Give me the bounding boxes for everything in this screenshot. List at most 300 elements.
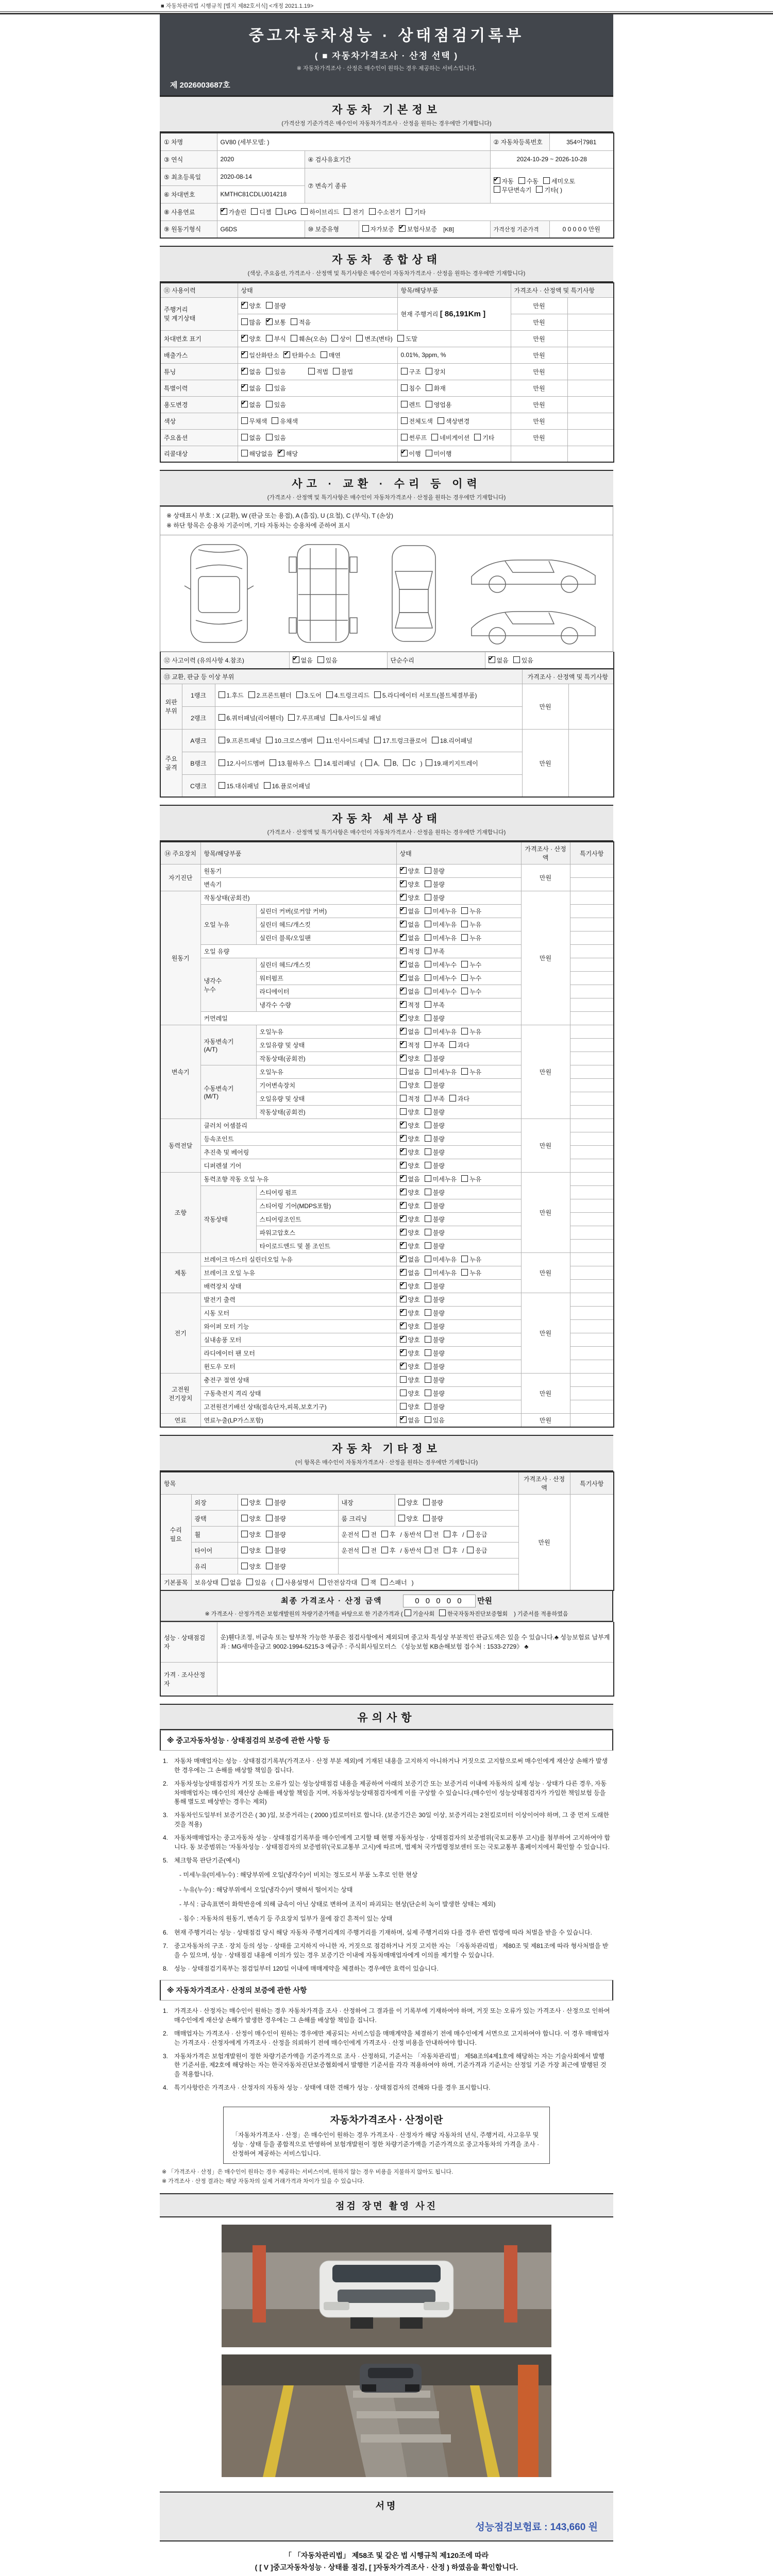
checkbox-미세누유[interactable] — [425, 920, 457, 929]
checkbox-있음[interactable] — [246, 1578, 266, 1587]
unchecked-checkbox-icon[interactable] — [326, 691, 333, 698]
unchecked-checkbox-icon[interactable] — [425, 907, 431, 914]
unchecked-checkbox-icon[interactable] — [266, 335, 273, 342]
unchecked-checkbox-icon[interactable] — [431, 434, 438, 440]
unchecked-checkbox-icon[interactable] — [266, 1531, 273, 1537]
checkbox-없음[interactable] — [241, 384, 261, 393]
checkbox-적법[interactable] — [308, 367, 328, 376]
unchecked-checkbox-icon[interactable] — [219, 691, 225, 698]
unchecked-checkbox-icon[interactable] — [461, 1175, 468, 1182]
checkbox-불량[interactable] — [425, 1309, 445, 1317]
unchecked-checkbox-icon[interactable] — [241, 1531, 248, 1537]
unchecked-checkbox-icon[interactable] — [449, 1041, 456, 1048]
checkbox-구조[interactable] — [401, 367, 421, 376]
checkbox-불량[interactable] — [423, 1498, 443, 1507]
checkbox-부족[interactable] — [425, 1001, 445, 1009]
unchecked-checkbox-icon[interactable] — [423, 1499, 430, 1505]
checked-checkbox-icon[interactable] — [400, 934, 407, 941]
checked-checkbox-icon[interactable] — [400, 1296, 407, 1302]
unchecked-checkbox-icon[interactable] — [426, 759, 432, 766]
checked-checkbox-icon[interactable] — [400, 1028, 407, 1035]
checkbox-없음[interactable] — [293, 656, 313, 665]
checked-checkbox-icon[interactable] — [400, 1416, 407, 1423]
checkbox-있음[interactable] — [317, 656, 338, 665]
unchecked-checkbox-icon[interactable] — [461, 1028, 468, 1035]
checkbox-없음[interactable] — [400, 1255, 420, 1264]
unchecked-checkbox-icon[interactable] — [425, 1122, 431, 1128]
checkbox-상이[interactable] — [331, 334, 351, 343]
unchecked-checkbox-icon[interactable] — [425, 934, 431, 941]
checkbox-12.사이드멤버[interactable] — [219, 759, 265, 768]
checkbox-양호[interactable] — [400, 893, 420, 902]
checkbox-수소전기[interactable] — [369, 208, 401, 216]
unchecked-checkbox-icon[interactable] — [423, 1515, 430, 1521]
checkbox-8.사이드실 패널[interactable] — [330, 714, 381, 722]
unchecked-checkbox-icon[interactable] — [426, 368, 432, 375]
checked-checkbox-icon[interactable] — [400, 1001, 407, 1008]
checked-checkbox-icon[interactable] — [400, 894, 407, 901]
checkbox-B,[interactable] — [384, 759, 398, 767]
checkbox-미이행[interactable] — [426, 449, 452, 458]
checkbox-하이브리드[interactable] — [301, 208, 339, 216]
checked-checkbox-icon[interactable] — [400, 1269, 407, 1276]
unchecked-checkbox-icon[interactable] — [266, 1499, 273, 1505]
checked-checkbox-icon[interactable] — [241, 335, 248, 342]
checkbox-후[interactable] — [444, 1546, 458, 1555]
unchecked-checkbox-icon[interactable] — [369, 208, 376, 215]
unchecked-checkbox-icon[interactable] — [444, 1547, 450, 1553]
checkbox-1.후드[interactable] — [219, 691, 244, 700]
checked-checkbox-icon[interactable] — [400, 1309, 407, 1316]
checkbox-안전삼각대[interactable] — [319, 1578, 357, 1587]
unchecked-checkbox-icon[interactable] — [381, 1579, 388, 1585]
checkbox-양호[interactable] — [400, 1215, 420, 1224]
unchecked-checkbox-icon[interactable] — [425, 921, 431, 927]
unchecked-checkbox-icon[interactable] — [400, 1403, 407, 1410]
unchecked-checkbox-icon[interactable] — [291, 335, 297, 342]
checkbox-미세누유[interactable] — [425, 934, 457, 942]
unchecked-checkbox-icon[interactable] — [425, 1389, 431, 1396]
unchecked-checkbox-icon[interactable] — [266, 737, 273, 743]
unchecked-checkbox-icon[interactable] — [296, 691, 303, 698]
checkbox-양호[interactable] — [400, 1148, 420, 1157]
unchecked-checkbox-icon[interactable] — [362, 1531, 369, 1537]
checkbox-양호[interactable] — [400, 880, 420, 889]
unchecked-checkbox-icon[interactable] — [425, 1041, 431, 1048]
unchecked-checkbox-icon[interactable] — [425, 1108, 431, 1115]
checkbox-불량[interactable] — [425, 1228, 445, 1237]
checkbox-후[interactable] — [381, 1546, 396, 1555]
unchecked-checkbox-icon[interactable] — [241, 1547, 248, 1553]
unchecked-checkbox-icon[interactable] — [425, 1215, 431, 1222]
checkbox-불량[interactable] — [266, 1514, 286, 1523]
checkbox-자동[interactable] — [494, 177, 514, 185]
checked-checkbox-icon[interactable] — [399, 225, 406, 232]
checkbox-잭[interactable] — [362, 1578, 376, 1587]
checkbox-도말[interactable] — [397, 334, 417, 343]
checkbox-불량[interactable] — [425, 1188, 445, 1197]
checkbox-LPG[interactable] — [276, 208, 296, 216]
checkbox-무단변속기[interactable] — [494, 185, 532, 194]
unchecked-checkbox-icon[interactable] — [425, 1081, 431, 1088]
unchecked-checkbox-icon[interactable] — [425, 1256, 431, 1262]
checkbox-매연[interactable] — [321, 351, 341, 360]
checked-checkbox-icon[interactable] — [221, 208, 227, 215]
checkbox-9.프론트패널[interactable] — [219, 736, 262, 745]
checkbox-있음[interactable] — [266, 400, 286, 409]
checked-checkbox-icon[interactable] — [241, 401, 248, 408]
checkbox-탄화수소[interactable] — [283, 351, 315, 360]
checked-checkbox-icon[interactable] — [400, 867, 407, 874]
unchecked-checkbox-icon[interactable] — [356, 335, 363, 342]
unchecked-checkbox-icon[interactable] — [321, 351, 327, 358]
unchecked-checkbox-icon[interactable] — [518, 177, 525, 184]
unchecked-checkbox-icon[interactable] — [398, 1499, 405, 1505]
unchecked-checkbox-icon[interactable] — [405, 1609, 411, 1616]
checked-checkbox-icon[interactable] — [401, 450, 408, 456]
checkbox-없음[interactable] — [400, 1268, 420, 1277]
checked-checkbox-icon[interactable] — [489, 656, 495, 663]
unchecked-checkbox-icon[interactable] — [425, 1001, 431, 1008]
checked-checkbox-icon[interactable] — [400, 1323, 407, 1329]
checkbox-없음[interactable] — [400, 907, 420, 916]
checkbox-불량[interactable] — [266, 1562, 286, 1571]
checked-checkbox-icon[interactable] — [400, 961, 407, 968]
checkbox-불량[interactable] — [425, 867, 445, 875]
unchecked-checkbox-icon[interactable] — [401, 368, 408, 375]
checkbox-10.크로스멤버[interactable] — [266, 736, 313, 745]
unchecked-checkbox-icon[interactable] — [308, 368, 315, 375]
unchecked-checkbox-icon[interactable] — [384, 759, 391, 766]
checkbox-전[interactable] — [425, 1530, 439, 1539]
checkbox-전체도색[interactable] — [401, 417, 433, 426]
checked-checkbox-icon[interactable] — [400, 974, 407, 981]
checkbox-누유[interactable] — [461, 1067, 481, 1076]
unchecked-checkbox-icon[interactable] — [264, 782, 271, 789]
unchecked-checkbox-icon[interactable] — [241, 450, 248, 456]
checkbox-과다[interactable] — [449, 1041, 469, 1049]
checked-checkbox-icon[interactable] — [400, 1256, 407, 1262]
checkbox-7.루프패널[interactable] — [288, 714, 325, 722]
checkbox-기타( )[interactable] — [536, 185, 562, 194]
unchecked-checkbox-icon[interactable] — [425, 1547, 431, 1553]
checkbox-부족[interactable] — [425, 1094, 445, 1103]
checkbox-6.쿼터패널(리어휀더)[interactable] — [219, 714, 284, 722]
unchecked-checkbox-icon[interactable] — [401, 384, 408, 391]
checkbox-불량[interactable] — [425, 1376, 445, 1384]
unchecked-checkbox-icon[interactable] — [461, 974, 468, 981]
unchecked-checkbox-icon[interactable] — [474, 434, 481, 440]
checkbox-해당없음[interactable] — [241, 449, 273, 458]
checkbox-양호[interactable] — [241, 1546, 261, 1555]
unchecked-checkbox-icon[interactable] — [425, 1349, 431, 1356]
checkbox-누유[interactable] — [461, 907, 481, 916]
checkbox-부족[interactable] — [425, 1041, 445, 1049]
unchecked-checkbox-icon[interactable] — [381, 1547, 388, 1553]
checkbox-양호[interactable] — [400, 867, 420, 875]
checked-checkbox-icon[interactable] — [400, 1215, 407, 1222]
checked-checkbox-icon[interactable] — [400, 921, 407, 927]
checkbox-자가보증[interactable] — [362, 225, 394, 233]
checkbox-불량[interactable] — [266, 301, 286, 310]
checkbox-전기[interactable] — [344, 208, 364, 216]
unchecked-checkbox-icon[interactable] — [266, 1547, 273, 1553]
unchecked-checkbox-icon[interactable] — [494, 186, 500, 193]
checkbox-불량[interactable] — [425, 1148, 445, 1157]
checkbox-C[interactable] — [403, 759, 416, 767]
checkbox-없음[interactable] — [400, 987, 420, 996]
unchecked-checkbox-icon[interactable] — [241, 1515, 248, 1521]
unchecked-checkbox-icon[interactable] — [432, 737, 439, 743]
checked-checkbox-icon[interactable] — [400, 1162, 407, 1168]
checkbox-보험사보증[interactable] — [399, 225, 437, 233]
checkbox-일산화탄소[interactable] — [241, 351, 279, 360]
checkbox-색상변경[interactable] — [438, 417, 469, 426]
unchecked-checkbox-icon[interactable] — [319, 1579, 326, 1585]
checkbox-없음[interactable] — [400, 920, 420, 929]
unchecked-checkbox-icon[interactable] — [317, 656, 324, 663]
unchecked-checkbox-icon[interactable] — [317, 737, 324, 743]
unchecked-checkbox-icon[interactable] — [425, 1531, 431, 1537]
checked-checkbox-icon[interactable] — [400, 988, 407, 994]
unchecked-checkbox-icon[interactable] — [425, 1148, 431, 1155]
checkbox-무채색[interactable] — [241, 417, 267, 426]
checkbox-있음[interactable] — [266, 384, 286, 393]
checkbox-5.라디에이터 서포트(볼트체결부품)[interactable] — [374, 691, 477, 700]
unchecked-checkbox-icon[interactable] — [266, 434, 273, 440]
unchecked-checkbox-icon[interactable] — [426, 401, 432, 408]
checkbox-미세누유[interactable] — [425, 1027, 457, 1036]
unchecked-checkbox-icon[interactable] — [403, 759, 410, 766]
checkbox-장치[interactable] — [426, 367, 446, 376]
checkbox-불량[interactable] — [425, 1282, 445, 1291]
checkbox-불량[interactable] — [425, 893, 445, 902]
checkbox-양호[interactable] — [241, 1498, 261, 1507]
checkbox-훼손(오손)[interactable] — [291, 334, 327, 343]
unchecked-checkbox-icon[interactable] — [425, 988, 431, 994]
checkbox-누유[interactable] — [461, 920, 481, 929]
checkbox-15.대쉬패널[interactable] — [219, 782, 259, 790]
unchecked-checkbox-icon[interactable] — [266, 368, 273, 375]
checked-checkbox-icon[interactable] — [400, 1202, 407, 1209]
unchecked-checkbox-icon[interactable] — [425, 961, 431, 968]
unchecked-checkbox-icon[interactable] — [461, 1256, 468, 1262]
checked-checkbox-icon[interactable] — [400, 1349, 407, 1356]
unchecked-checkbox-icon[interactable] — [425, 1175, 431, 1182]
unchecked-checkbox-icon[interactable] — [374, 691, 381, 698]
checkbox-양호[interactable] — [400, 1242, 420, 1250]
unchecked-checkbox-icon[interactable] — [425, 947, 431, 954]
unchecked-checkbox-icon[interactable] — [219, 737, 225, 743]
checkbox-불량[interactable] — [425, 1054, 445, 1063]
checkbox-기타[interactable] — [406, 208, 426, 216]
checkbox-없음[interactable] — [400, 1027, 420, 1036]
unchecked-checkbox-icon[interactable] — [461, 907, 468, 914]
unchecked-checkbox-icon[interactable] — [400, 1095, 407, 1101]
unchecked-checkbox-icon[interactable] — [425, 1229, 431, 1235]
checkbox-불량[interactable] — [425, 1389, 445, 1398]
checkbox-누유[interactable] — [461, 934, 481, 942]
unchecked-checkbox-icon[interactable] — [400, 1389, 407, 1396]
unchecked-checkbox-icon[interactable] — [425, 1014, 431, 1021]
checkbox-누수[interactable] — [461, 974, 481, 982]
checkbox-불량[interactable] — [425, 880, 445, 889]
checkbox-디젤[interactable] — [251, 208, 271, 216]
unchecked-checkbox-icon[interactable] — [219, 714, 225, 721]
checked-checkbox-icon[interactable] — [400, 1122, 407, 1128]
checkbox-미세누수[interactable] — [425, 974, 457, 982]
unchecked-checkbox-icon[interactable] — [425, 894, 431, 901]
checkbox-양호[interactable] — [400, 1201, 420, 1210]
unchecked-checkbox-icon[interactable] — [241, 1499, 248, 1505]
checkbox-13.휠하우스[interactable] — [270, 759, 310, 768]
unchecked-checkbox-icon[interactable] — [333, 368, 340, 375]
unchecked-checkbox-icon[interactable] — [425, 974, 431, 981]
checkbox-3.도어[interactable] — [296, 691, 322, 700]
checkbox-이행[interactable] — [401, 449, 421, 458]
checkbox-17.트렁크플로어[interactable] — [374, 736, 427, 745]
checkbox-침수[interactable] — [401, 384, 421, 393]
checkbox-불량[interactable] — [425, 1349, 445, 1358]
checkbox-누유[interactable] — [461, 1027, 481, 1036]
unchecked-checkbox-icon[interactable] — [461, 921, 468, 927]
unchecked-checkbox-icon[interactable] — [425, 867, 431, 874]
unchecked-checkbox-icon[interactable] — [288, 714, 295, 721]
checkbox-불량[interactable] — [425, 1295, 445, 1304]
checkbox-미세누수[interactable] — [425, 960, 457, 969]
checked-checkbox-icon[interactable] — [400, 1363, 407, 1369]
checkbox-미세누유[interactable] — [425, 1067, 457, 1076]
unchecked-checkbox-icon[interactable] — [266, 384, 273, 391]
checkbox-양호[interactable] — [398, 1498, 418, 1507]
unchecked-checkbox-icon[interactable] — [266, 302, 273, 309]
checked-checkbox-icon[interactable] — [400, 947, 407, 954]
unchecked-checkbox-icon[interactable] — [425, 1055, 431, 1061]
checkbox-적음[interactable] — [291, 318, 311, 327]
checkbox-양호[interactable] — [241, 1530, 261, 1539]
unchecked-checkbox-icon[interactable] — [362, 1579, 368, 1585]
checkbox-19.패키지트레이[interactable] — [426, 759, 478, 768]
unchecked-checkbox-icon[interactable] — [543, 177, 550, 184]
unchecked-checkbox-icon[interactable] — [425, 1202, 431, 1209]
checkbox-기타[interactable] — [474, 433, 494, 442]
checked-checkbox-icon[interactable] — [494, 177, 500, 184]
unchecked-checkbox-icon[interactable] — [219, 782, 225, 789]
checkbox-해당[interactable] — [278, 449, 298, 458]
checkbox-과다[interactable] — [449, 1094, 469, 1103]
unchecked-checkbox-icon[interactable] — [449, 1095, 456, 1101]
checkbox-없음[interactable] — [241, 433, 261, 442]
checkbox-누유[interactable] — [461, 1175, 481, 1183]
unchecked-checkbox-icon[interactable] — [461, 1068, 468, 1075]
checkbox-불량[interactable] — [266, 1546, 286, 1555]
checkbox-없음[interactable] — [241, 400, 261, 409]
unchecked-checkbox-icon[interactable] — [400, 1081, 407, 1088]
checkbox-없음[interactable] — [400, 1175, 420, 1183]
unchecked-checkbox-icon[interactable] — [315, 759, 322, 766]
unchecked-checkbox-icon[interactable] — [222, 1579, 228, 1585]
checked-checkbox-icon[interactable] — [293, 656, 299, 663]
checked-checkbox-icon[interactable] — [400, 1229, 407, 1235]
checkbox-누수[interactable] — [461, 987, 481, 996]
checkbox-4.트렁크리드[interactable] — [326, 691, 369, 700]
unchecked-checkbox-icon[interactable] — [331, 335, 338, 342]
checked-checkbox-icon[interactable] — [400, 1148, 407, 1155]
unchecked-checkbox-icon[interactable] — [276, 1579, 283, 1585]
unchecked-checkbox-icon[interactable] — [401, 401, 408, 408]
checkbox-불량[interactable] — [425, 1108, 445, 1116]
checkbox-없음[interactable] — [400, 974, 420, 982]
unchecked-checkbox-icon[interactable] — [291, 318, 297, 325]
checkbox-14.필러패널[interactable] — [315, 759, 356, 768]
checkbox-양호[interactable] — [400, 1228, 420, 1237]
checkbox-미세누유[interactable] — [425, 907, 457, 916]
checkbox-양호[interactable] — [400, 1362, 420, 1371]
unchecked-checkbox-icon[interactable] — [425, 1242, 431, 1249]
unchecked-checkbox-icon[interactable] — [425, 1309, 431, 1316]
checkbox-전[interactable] — [362, 1546, 377, 1555]
unchecked-checkbox-icon[interactable] — [467, 1547, 474, 1553]
unchecked-checkbox-icon[interactable] — [400, 1068, 407, 1075]
checkbox-불량[interactable] — [425, 1242, 445, 1250]
checkbox-스패너[interactable] — [381, 1578, 407, 1587]
checkbox-미세누유[interactable] — [425, 1175, 457, 1183]
checkbox-많음[interactable] — [241, 318, 261, 327]
checkbox-양호[interactable] — [400, 1014, 420, 1023]
unchecked-checkbox-icon[interactable] — [536, 186, 543, 193]
checkbox-없음[interactable] — [400, 960, 420, 969]
checkbox-없음[interactable] — [400, 1067, 420, 1076]
unchecked-checkbox-icon[interactable] — [425, 1376, 431, 1383]
unchecked-checkbox-icon[interactable] — [461, 961, 468, 968]
checkbox-양호[interactable] — [241, 301, 261, 310]
unchecked-checkbox-icon[interactable] — [425, 1068, 431, 1075]
unchecked-checkbox-icon[interactable] — [241, 318, 248, 325]
checkbox-불량[interactable] — [425, 1402, 445, 1411]
checked-checkbox-icon[interactable] — [400, 880, 407, 887]
checkbox-적정[interactable] — [400, 1094, 420, 1103]
checked-checkbox-icon[interactable] — [400, 1041, 407, 1048]
unchecked-checkbox-icon[interactable] — [365, 759, 372, 766]
unchecked-checkbox-icon[interactable] — [266, 1563, 273, 1569]
checkbox-유채색[interactable] — [272, 417, 298, 426]
unchecked-checkbox-icon[interactable] — [425, 1269, 431, 1276]
checked-checkbox-icon[interactable] — [400, 1242, 407, 1249]
unchecked-checkbox-icon[interactable] — [272, 417, 278, 424]
unchecked-checkbox-icon[interactable] — [398, 1515, 405, 1521]
unchecked-checkbox-icon[interactable] — [425, 1189, 431, 1195]
checkbox-응급[interactable] — [467, 1530, 487, 1539]
checkbox-없음[interactable] — [241, 367, 261, 376]
checkbox-보통[interactable] — [266, 318, 286, 327]
unchecked-checkbox-icon[interactable] — [381, 1531, 388, 1537]
unchecked-checkbox-icon[interactable] — [425, 1028, 431, 1035]
unchecked-checkbox-icon[interactable] — [425, 1323, 431, 1329]
checkbox-불량[interactable] — [425, 1362, 445, 1371]
unchecked-checkbox-icon[interactable] — [467, 1531, 474, 1537]
checkbox-양호[interactable] — [241, 1562, 261, 1571]
checkbox-양호[interactable] — [400, 1108, 420, 1116]
checkbox-렌트[interactable] — [401, 400, 421, 409]
unchecked-checkbox-icon[interactable] — [444, 1531, 450, 1537]
checked-checkbox-icon[interactable] — [283, 351, 290, 358]
checked-checkbox-icon[interactable] — [241, 351, 248, 358]
unchecked-checkbox-icon[interactable] — [362, 225, 369, 232]
checkbox-11.인사이드패널[interactable] — [317, 736, 369, 745]
checkbox-양호[interactable] — [398, 1514, 418, 1523]
checkbox-변조(변타)[interactable] — [356, 334, 392, 343]
unchecked-checkbox-icon[interactable] — [330, 714, 337, 721]
